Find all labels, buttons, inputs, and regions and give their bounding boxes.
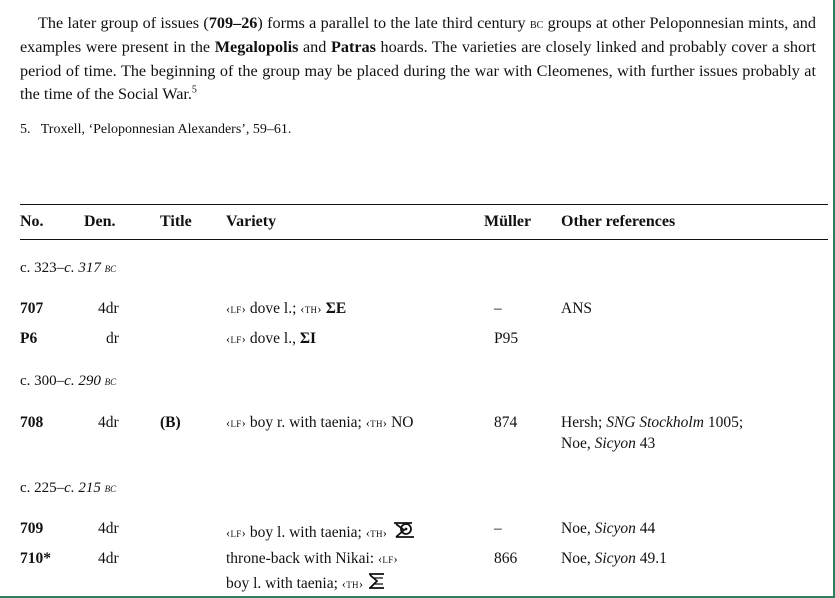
footnote-ref[interactable]: 5 <box>191 84 197 96</box>
muller-number: – <box>494 300 502 317</box>
variety: throne-back with Nikai: ‹lf› <box>226 550 398 567</box>
other-references: Noe, Sicyon 49.1 <box>561 550 667 567</box>
header-title: Title <box>160 213 192 230</box>
denomination: 4dr <box>98 550 119 567</box>
denomination: dr <box>106 330 119 347</box>
footnote: 5. Troxell, ‘Peloponnesian Alexanders’, 59–61. <box>20 122 292 137</box>
variety-continued: boy l. with taenia; ‹th› <box>226 570 387 594</box>
table-header-rule <box>20 239 828 240</box>
period-heading: c. 225–c. 215 bc <box>20 480 117 496</box>
variety: ‹lf› dove l., ΣΙ <box>226 330 317 347</box>
header-muller: Müller <box>484 213 532 230</box>
catalogue-number: 707 <box>20 300 44 317</box>
header-variety: Variety <box>226 213 277 230</box>
denomination: 4dr <box>98 520 119 537</box>
muller-number: – <box>494 520 502 537</box>
muller-number: 866 <box>494 550 518 567</box>
denomination: 4dr <box>98 414 119 431</box>
catalogue-number: 708 <box>20 414 44 431</box>
muller-number: 874 <box>494 414 518 431</box>
header-den: Den. <box>84 213 116 230</box>
body-paragraph: The later group of issues (709–26) forms a parallel to the late third century bc groups at other Peloponnesian mints, and examples were present in the Megalopolis and Patras hoards. The varieties are closely linked and probably cover a short period of time. The beginning of the group may be placed during the war with Cleomenes, with further issues probably at the time of the Social War.$^5$ <box>20 14 816 104</box>
period-heading: c. 323–c. 317 bc <box>20 260 117 276</box>
monogram-sigma-circle-icon <box>391 521 417 539</box>
title-code: (B) <box>160 414 181 431</box>
other-references-continued: Noe, Sicyon 43 <box>561 435 656 452</box>
other-references: Hersh; SNG Stockholm 1005; <box>561 414 744 431</box>
table-top-rule <box>20 204 828 205</box>
header-other-references: Other references <box>561 213 676 230</box>
muller-number: P95 <box>494 330 519 347</box>
catalogue-number: 710* <box>20 550 51 567</box>
issue-range: 709–26 <box>208 14 258 32</box>
catalogue-number: P6 <box>20 330 38 347</box>
catalogue-number: 709 <box>20 520 44 537</box>
variety: ‹lf› boy r. with taenia; ‹th› NO <box>226 414 414 431</box>
other-references: ANS <box>561 300 593 317</box>
variety: ‹lf› dove l.; ‹th› ΣΕ <box>226 300 347 317</box>
variety: ‹lf› boy l. with taenia; ‹th› <box>226 519 417 543</box>
header-no: No. <box>20 213 44 230</box>
other-references: Noe, Sicyon 44 <box>561 520 656 537</box>
period-heading: c. 300–c. 290 bc <box>20 373 117 389</box>
hoard-megalopolis: Megalopolis <box>214 38 299 57</box>
monogram-sigma-icon <box>367 572 387 590</box>
hoard-patras: Patras <box>330 38 376 57</box>
denomination: 4dr <box>98 300 119 317</box>
